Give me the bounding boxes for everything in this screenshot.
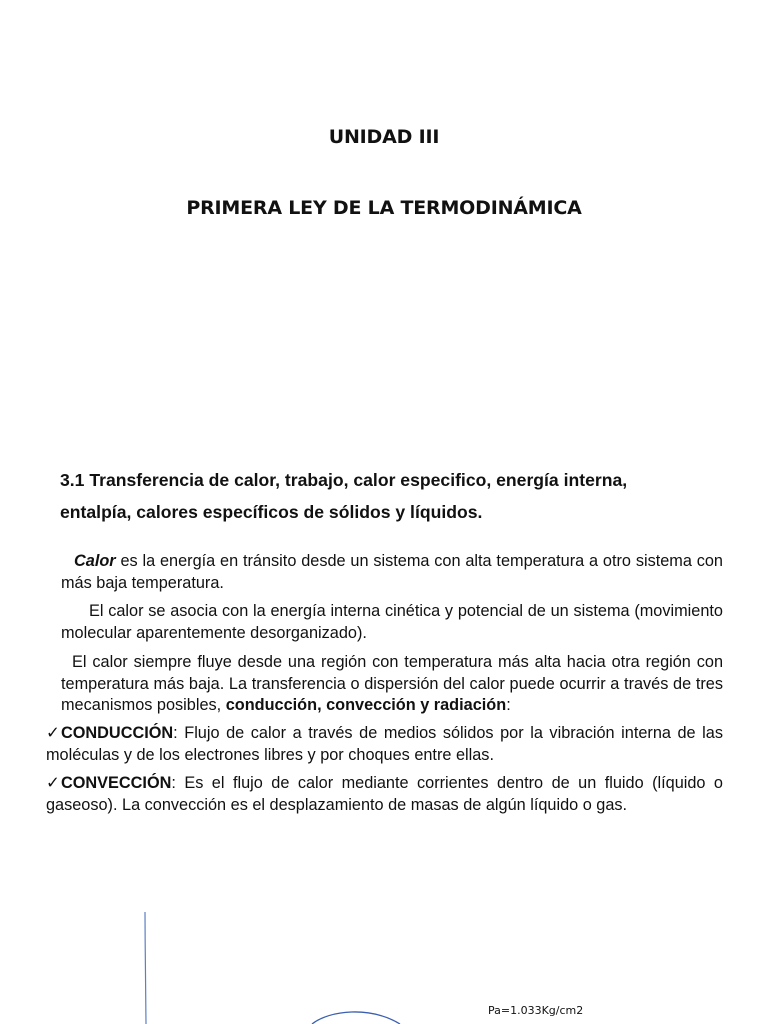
- section-heading-line2: entalpía, calores específicos de sólidos y líquidos.: [60, 502, 483, 522]
- checkmark-icon: ✓: [46, 774, 60, 792]
- heat-flow-text: El calor siempre fluye desde una región con temperatura más alta hacia otra región con temperatura más baja. La transferencia o dispersión del calor puede ocurrir a través de tres mecanismos posibles,: [61, 653, 723, 714]
- hand-drawn-sketch: [0, 900, 768, 1024]
- section-heading: [60, 464, 710, 528]
- conveccion-text: : Es el flujo de calor mediante corrientes dentro de un fluido (líquido o gaseoso). La convección es el desplazamiento de masas de algún líquido o gas.: [46, 774, 723, 814]
- conduccion-term: CONDUCCIÓN: [61, 724, 174, 742]
- paragraph-internal-energy: [61, 601, 723, 644]
- conveccion-term: CONVECCIÓN: [61, 774, 172, 792]
- chapter-title: PRIMERA LEY DE LA TERMODINÁMICA: [186, 197, 582, 219]
- section-heading-line1: 3.1 Transferencia de calor, trabajo, calor especifico, energía interna,: [60, 470, 628, 490]
- checkmark-icon: ✓: [46, 724, 60, 742]
- paragraph-calor-definition: [61, 551, 723, 594]
- list-item-conveccion: [46, 773, 723, 816]
- heat-flow-end: :: [506, 696, 511, 714]
- paragraph-heat-flow: [61, 652, 723, 717]
- unit-title: UNIDAD III: [328, 126, 440, 148]
- conduccion-text: : Flujo de calor a través de medios sólidos por la vibración interna de las moléculas y de los electrones libres y por choques entre ellas.: [46, 724, 723, 764]
- calor-term: Calor: [74, 552, 116, 570]
- list-item-conduccion: [46, 723, 723, 766]
- mechanisms-bold: conducción, convección y radiación: [225, 696, 507, 714]
- internal-energy-text: El calor se asocia con la energía interna cinética y potencial de un sistema (movimiento molecular aparentemente desorganizado).: [61, 602, 723, 642]
- calor-definition-text: es la energía en tránsito desde un sistema con alta temperatura a otro sistema con más baja temperatura.: [61, 552, 723, 592]
- pressure-formula: Pa=1.033Kg/cm2: [488, 1004, 584, 1017]
